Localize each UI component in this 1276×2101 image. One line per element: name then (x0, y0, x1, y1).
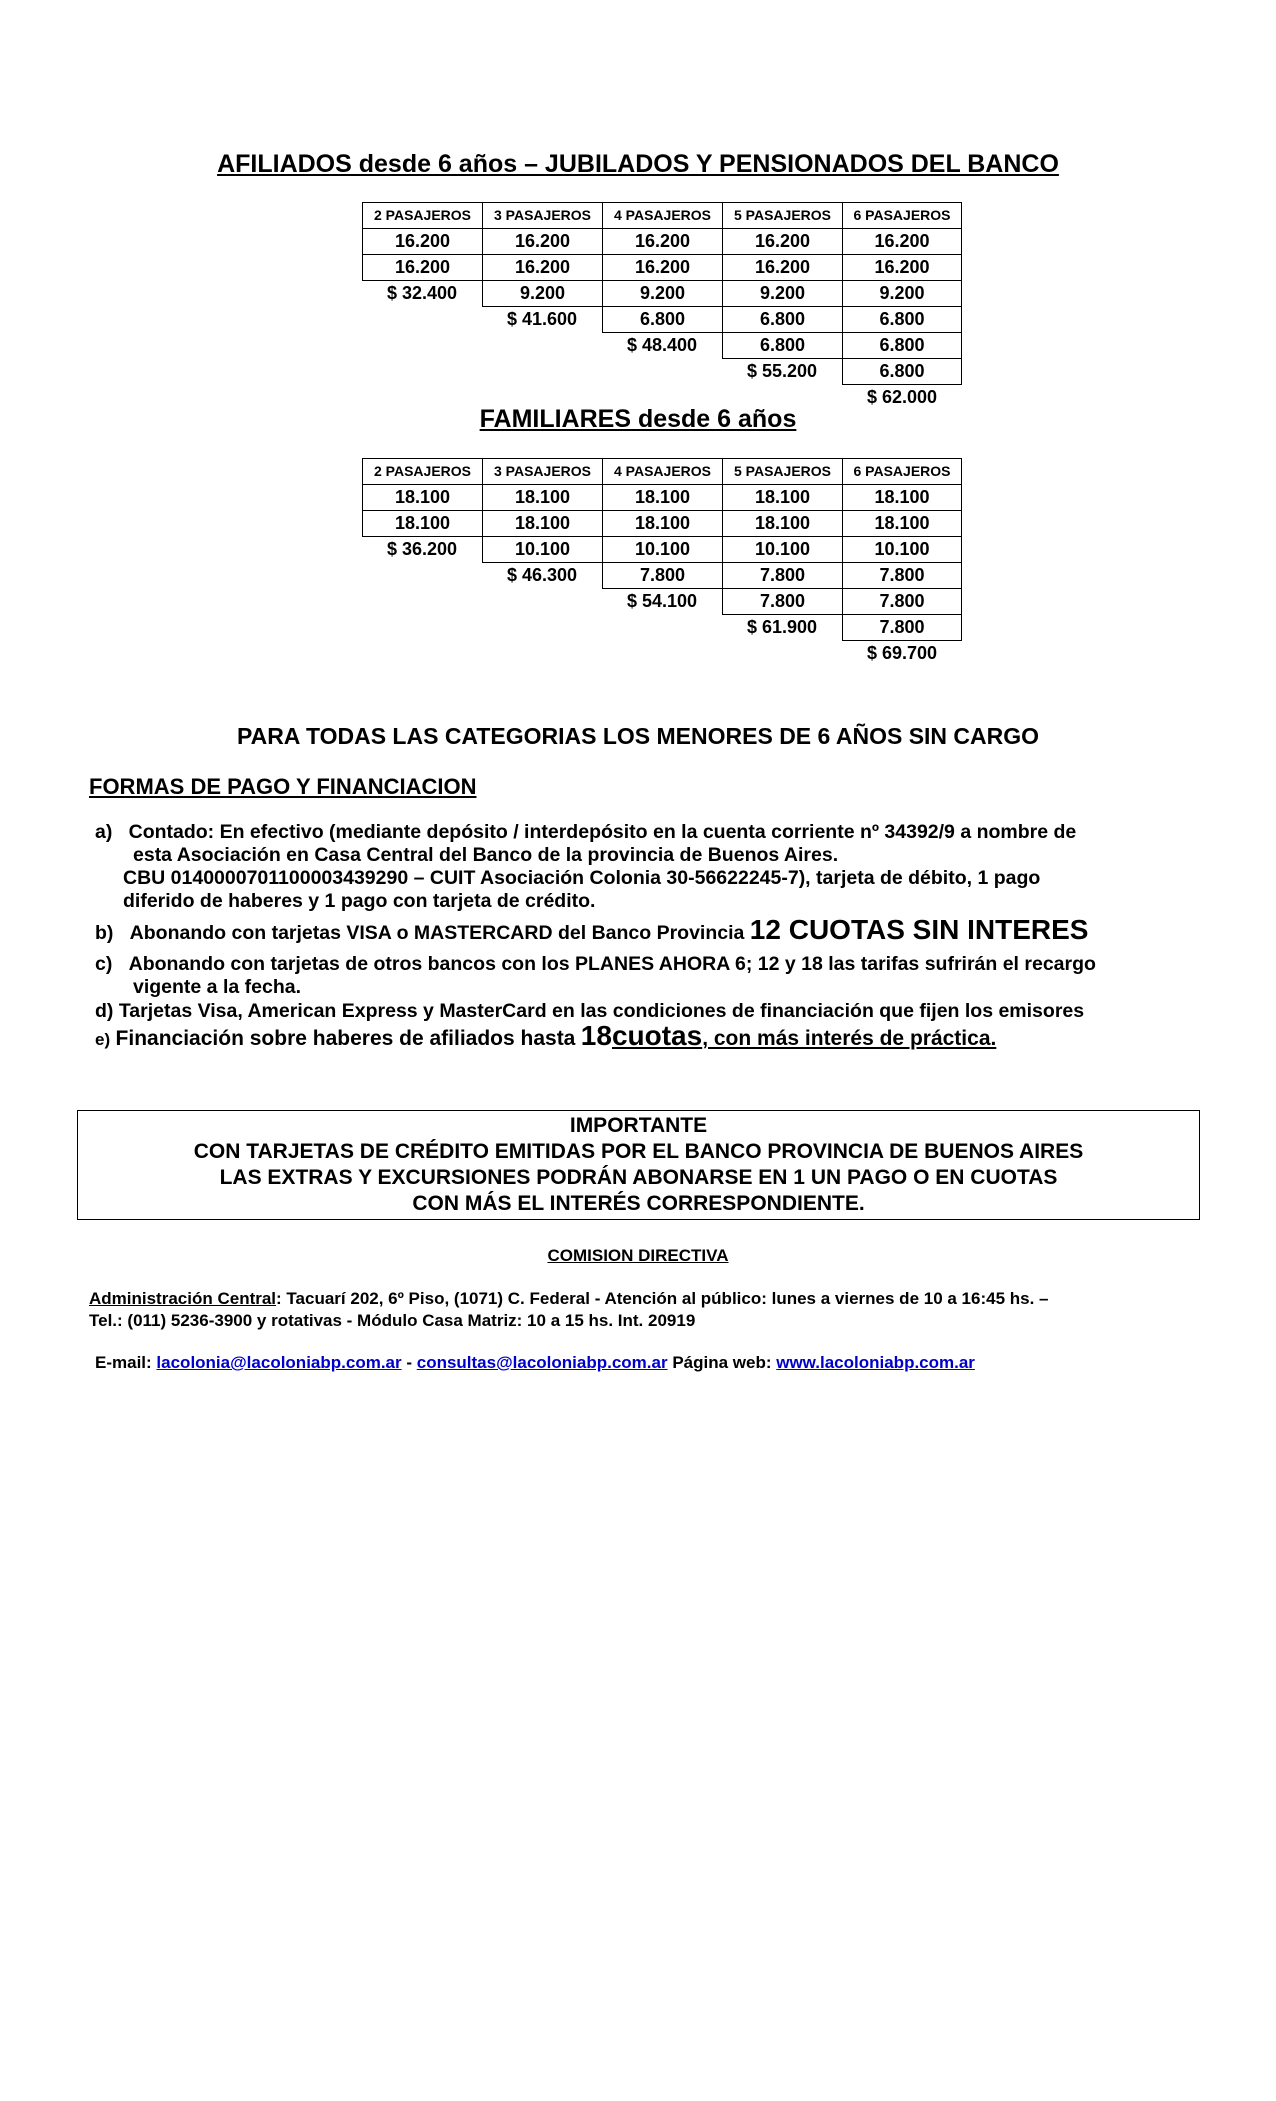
item-b-text: Abonando con tarjetas VISA o MASTERCARD del Banco Provincia (129, 922, 745, 944)
afiliados-price-cell: 16.200 (482, 255, 602, 281)
familiares-price-cell: 7.800 (602, 563, 722, 589)
email-separator: - (401, 1353, 417, 1372)
afiliados-header-4-pasajeros: 4 PASAJEROS (602, 202, 722, 229)
item-e-rest: , con más interés de práctica. (702, 1027, 997, 1050)
afiliados-total-5-pasajeros: $ 55.200 (746, 361, 818, 381)
afiliados-price-cell: 6.800 (842, 359, 962, 385)
familiares-price-cell: 18.100 (482, 485, 602, 511)
familiares-price-cell: 10.100 (602, 537, 722, 563)
menores-notice: PARA TODAS LAS CATEGORIAS LOS MENORES DE 6 AÑOS SIN CARGO (236, 723, 1040, 749)
afiliados-total-3-pasajeros: $ 41.600 (506, 309, 578, 329)
item-a-line4: diferido de haberes y 1 pago con tarjeta de crédito. (123, 890, 596, 912)
item-c-line2: vigente a la fecha. (133, 976, 301, 998)
familiares-header-6-pasajeros: 6 PASAJEROS (842, 458, 962, 485)
familiares-price-cell: 18.100 (362, 511, 482, 537)
item-a-line2: esta Asociación en Casa Central del Banco de la provincia de Buenos Aires. (133, 844, 839, 866)
familiares-price-cell: 18.100 (602, 511, 722, 537)
familiares-price-cell: 18.100 (842, 511, 962, 537)
familiares-price-cell: 18.100 (722, 485, 842, 511)
afiliados-title-text: AFILIADOS desde 6 años – JUBILADOS Y PENSIONADOS DEL BANCO (217, 150, 1059, 178)
afiliados-price-cell: 9.200 (842, 281, 962, 307)
familiares-price-cell: 7.800 (722, 563, 842, 589)
familiares-total-4-pasajeros: $ 54.100 (626, 591, 698, 611)
item-c-marker: c) (95, 953, 113, 975)
item-e-marker: e) (95, 1030, 111, 1049)
contact-line (95, 1353, 975, 1373)
familiares-price-cell: 18.100 (362, 485, 482, 511)
familiares-total-5-pasajeros: $ 61.900 (746, 617, 818, 637)
important-title: IMPORTANTE (569, 1114, 708, 1137)
familiares-price-cell: 7.800 (842, 615, 962, 641)
item-c-line1: Abonando con tarjetas de otros bancos con los PLANES AHORA 6; 12 y 18 las tarifas sufrirán el recargo (128, 953, 1096, 975)
familiares-price-cell: 7.800 (842, 589, 962, 615)
afiliados-price-cell: 6.800 (722, 333, 842, 359)
afiliados-price-cell: 16.200 (722, 255, 842, 281)
administracion-central (89, 1288, 1209, 1332)
important-line2: LAS EXTRAS Y EXCURSIONES PODRÁN ABONARSE EN 1 UN PAGO O EN CUOTAS (219, 1166, 1058, 1189)
item-a-line1: Contado: En efectivo (mediante depósito / interdepósito en la cuenta corriente nº 34392/9 a nombre de (128, 821, 1077, 843)
familiares-header-5-pasajeros: 5 PASAJEROS (722, 458, 842, 485)
item-b-marker: b) (95, 922, 114, 944)
payment-item-a (95, 821, 1195, 913)
familiares-price-cell: 18.100 (602, 485, 722, 511)
afiliados-price-cell: 6.800 (842, 307, 962, 333)
formas-de-pago-title: FORMAS DE PAGO Y FINANCIACION (89, 774, 477, 799)
item-a-line3: CBU 0140000701100003439290 – CUIT Asociación Colonia 30-56622245-7), tarjeta de débito, 1 pago (123, 867, 1041, 889)
afiliados-title (0, 150, 1276, 179)
familiares-price-cell: 10.100 (842, 537, 962, 563)
familiares-price-cell: 18.100 (482, 511, 602, 537)
afiliados-price-cell: 9.200 (722, 281, 842, 307)
afiliados-header-6-pasajeros: 6 PASAJEROS (842, 202, 962, 229)
item-a-marker: a) (95, 821, 113, 843)
comision-directiva: COMISION DIRECTIVA (547, 1246, 729, 1265)
familiares-price-cell: 18.100 (842, 485, 962, 511)
afiliados-price-cell: 16.200 (722, 229, 842, 255)
admin-text1: : Tacuarí 202, 6º Piso, (1071) C. Federal - Atención al público: lunes a viernes de 10 a 16:45 hs. – (276, 1289, 1049, 1308)
familiares-header-2-pasajeros: 2 PASAJEROS (362, 458, 482, 485)
afiliados-price-cell: 16.200 (362, 255, 482, 281)
email-label: E-mail: (95, 1353, 152, 1372)
familiares-title (0, 405, 1276, 434)
important-box (77, 1110, 1200, 1220)
email-link-lacolonia[interactable]: lacolonia@lacoloniabp.com.ar (156, 1353, 402, 1372)
familiares-price-cell: 7.800 (842, 563, 962, 589)
familiares-price-cell: 18.100 (722, 511, 842, 537)
afiliados-price-cell: 6.800 (842, 333, 962, 359)
afiliados-header-2-pasajeros: 2 PASAJEROS (362, 202, 482, 229)
familiares-header-4-pasajeros: 4 PASAJEROS (602, 458, 722, 485)
important-line1: CON TARJETAS DE CRÉDITO EMITIDAS POR EL BANCO PROVINCIA DE BUENOS AIRES (193, 1140, 1084, 1163)
afiliados-header-3-pasajeros: 3 PASAJEROS (482, 202, 602, 229)
familiares-price-cell: 10.100 (482, 537, 602, 563)
item-e-cuotas: cuotas (611, 1020, 703, 1051)
item-b-highlight: 12 CUOTAS SIN INTERES (749, 914, 1089, 945)
familiares-total-6-pasajeros: $ 69.700 (866, 643, 938, 663)
admin-text2: Tel.: (011) 5236-3900 y rotativas - Módulo Casa Matriz: 10 a 15 hs. Int. 20919 (89, 1311, 696, 1330)
afiliados-price-cell: 6.800 (722, 307, 842, 333)
afiliados-price-cell: 16.200 (602, 255, 722, 281)
afiliados-price-cell: 16.200 (482, 229, 602, 255)
familiares-total-3-pasajeros: $ 46.300 (506, 565, 578, 585)
familiares-total-2-pasajeros: $ 36.200 (386, 539, 458, 559)
item-e-text: Financiación sobre haberes de afiliados hasta (115, 1027, 576, 1050)
important-line3: CON MÁS EL INTERÉS CORRESPONDIENTE. (412, 1192, 865, 1215)
afiliados-price-cell: 6.800 (602, 307, 722, 333)
afiliados-header-5-pasajeros: 5 PASAJEROS (722, 202, 842, 229)
afiliados-price-cell: 16.200 (842, 255, 962, 281)
afiliados-total-4-pasajeros: $ 48.400 (626, 335, 698, 355)
admin-label: Administración Central (89, 1289, 277, 1308)
familiares-price-cell: 7.800 (722, 589, 842, 615)
web-label: Página web: (667, 1353, 777, 1372)
afiliados-price-cell: 9.200 (482, 281, 602, 307)
afiliados-price-cell: 9.200 (602, 281, 722, 307)
payment-item-c (95, 953, 1195, 999)
familiares-title-text: FAMILIARES desde 6 años (479, 405, 797, 433)
familiares-price-cell: 10.100 (722, 537, 842, 563)
payment-item-d: d) Tarjetas Visa, American Express y MasterCard en las condiciones de financiación que fijen los emisores (95, 1000, 1085, 1022)
familiares-header-3-pasajeros: 3 PASAJEROS (482, 458, 602, 485)
afiliados-price-cell: 16.200 (842, 229, 962, 255)
afiliados-total-2-pasajeros: $ 32.400 (386, 283, 458, 303)
item-e-number: 18 (580, 1020, 612, 1051)
email-link-consultas[interactable]: consultas@lacoloniabp.com.ar (416, 1353, 668, 1372)
afiliados-total-6-pasajeros: $ 62.000 (866, 387, 938, 407)
payment-item-b (95, 914, 1089, 945)
web-link[interactable]: www.lacoloniabp.com.ar (776, 1353, 975, 1372)
afiliados-price-cell: 16.200 (602, 229, 722, 255)
payment-item-e (95, 1020, 997, 1051)
afiliados-price-cell: 16.200 (362, 229, 482, 255)
